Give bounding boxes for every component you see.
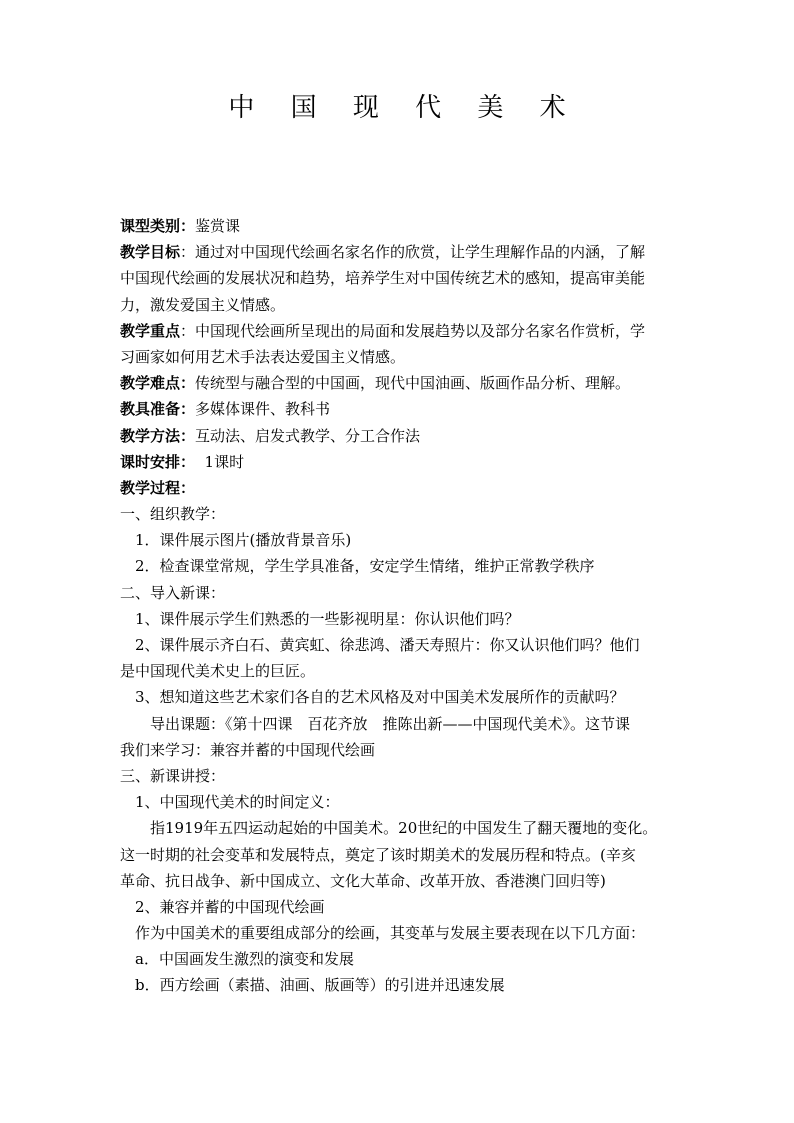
objectives-text-3: 力，激发爱国主义情感。 — [120, 295, 286, 314]
schedule-value: 1课时 — [195, 452, 245, 471]
key-points-label: 教学重点 — [120, 321, 181, 340]
section-heading-3: 三、新课讲授： — [120, 766, 226, 785]
objectives-line-3 — [120, 292, 676, 318]
key-points-line-1 — [120, 318, 676, 344]
list-item: 1、中国现代美术的时间定义： — [135, 793, 340, 812]
list-item: 2、兼容并蓄的中国现代绘画 — [135, 897, 325, 916]
process-label: 教学过程： — [120, 478, 196, 497]
objectives-text-1: ：通过对中国现代绘画名家名作的欣赏，让学生理解作品的内涵，了解 — [180, 243, 646, 262]
key-points-text-2: 习画家如何用艺术手法表达爱国主义情感。 — [120, 347, 406, 366]
objectives-text-2: 中国现代绘画的发展状况和趋势，培养学生对中国传统艺术的感知，提高审美能 — [120, 269, 646, 288]
list-item: b．西方绘画（素描、油画、版画等）的引进并迅速发展 — [135, 976, 505, 995]
list-item: 2．检查课堂常规，学生学具准备，安定学生情绪，维护正常教学秩序 — [135, 557, 595, 576]
process-line — [120, 475, 676, 501]
difficulties-line — [120, 370, 676, 396]
list-item: 1．课件展示图片(播放背景音乐) — [135, 531, 352, 550]
difficulties-value: 传统型与融合型的中国画，现代中国油画、版画作品分析、理解。 — [195, 374, 631, 393]
schedule-line — [120, 449, 676, 475]
objectives-line-1 — [120, 239, 676, 265]
list-item: 3、想知道这些艺术家们各自的艺术风格及对中国美术发展所作的贡献吗？ — [135, 688, 625, 707]
list-item: 导出课题：《第十四课 百花齐放 推陈出新——中国现代美术》。这节课 — [150, 714, 631, 733]
materials-value: 多媒体课件、教科书 — [195, 400, 331, 419]
paragraph-line: 革命、抗日战争、新中国成立、文化大革命、改革开放、香港澳门回归等) — [120, 871, 606, 890]
key-points-text-1: ：中国现代绘画所呈现出的局面和发展趋势以及部分名家名作赏析，学 — [180, 321, 646, 340]
course-type-value: 鉴赏课 — [195, 217, 241, 235]
methods-value: 互动法、启发式教学、分工合作法 — [195, 426, 421, 445]
paragraph-line: 作为中国美术的重要组成部分的绘画，其变革与发展主要表现在以下几方面： — [135, 924, 646, 943]
methods-label: 教学方法： — [120, 426, 196, 445]
document-body — [120, 213, 676, 999]
list-item-continuation: 我们来学习：兼容并蓄的中国现代绘画 — [120, 740, 376, 759]
section-heading-2: 二、导入新课： — [120, 583, 226, 602]
course-type-line — [120, 213, 676, 239]
materials-label: 教具准备： — [120, 400, 196, 419]
paragraph-line: 这一时期的社会变革和发展特点，奠定了该时期美术的发展历程和特点。(辛亥 — [120, 845, 636, 864]
page-title: 中 国 现 代 美 术 — [228, 93, 580, 123]
list-item: 2、课件展示齐白石、黄宾虹、徐悲鸿、潘天寿照片：你又认识他们吗？他们 — [135, 636, 640, 654]
difficulties-label: 教学难点： — [120, 374, 196, 393]
section-heading-1: 一、组织教学： — [120, 505, 226, 524]
key-points-line-2 — [120, 344, 676, 370]
list-item-continuation: 是中国现代美术史上的巨匠。 — [120, 662, 316, 681]
course-type-label: 课型类别： — [120, 217, 196, 235]
materials-line — [120, 396, 676, 422]
objectives-line-2 — [120, 265, 676, 291]
paragraph-line: 指1919年五四运动起始的中国美术。20世纪的中国发生了翻天覆地的变化。 — [150, 819, 658, 838]
schedule-label: 课时安排： — [120, 452, 196, 471]
list-item: a．中国画发生激烈的演变和发展 — [135, 950, 354, 969]
objectives-label: 教学目标 — [120, 243, 181, 262]
methods-line — [120, 423, 676, 449]
list-item: 1、课件展示学生们熟悉的一些影视明星：你认识他们吗？ — [135, 609, 520, 628]
